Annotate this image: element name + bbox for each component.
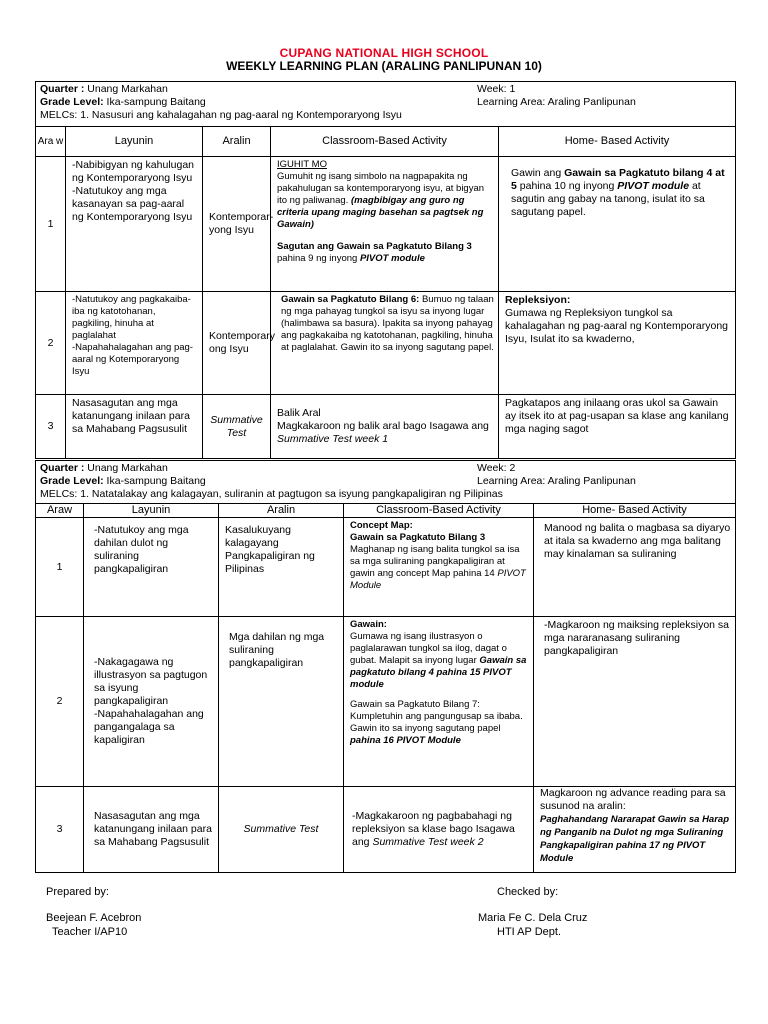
table-row (36, 787, 736, 873)
week1-grade-label: Grade Level: (40, 96, 104, 108)
day-number: 1 (36, 157, 66, 292)
classroom-text: Maghanap ng isang balita tungkol sa isa sa mga suliraning pangkapaligiran at gawin ang concept Map pahina 14 (350, 544, 520, 579)
aralin-cell: Summative Test (219, 787, 344, 873)
week1-header-home: Home- Based Activity (499, 127, 736, 157)
layunin-cell: Nasasagutan ang mga katanungang inilaan para sa Mahabang Pagsusulit (66, 395, 203, 459)
layunin-cell: -Nakagagawa ng illustrasyon sa pagtugon sa isyung pangkapaligiran -Napahahalagahan ang pangangalaga sa kapaligiran (84, 617, 219, 787)
week2-grade-label: Grade Level: (40, 475, 104, 487)
home-emphasis: Paghahandang Nararapat Gawin sa Harap ng Panganib na Dulot ng mga Suliraning Pangkapaligiran pahina 17 ng PIVOT Module (540, 814, 730, 864)
classroom-emphasis: PIVOT Module (350, 568, 526, 591)
school-name: CUPANG NATIONAL HIGH SCHOOL (279, 46, 489, 60)
week2-quarter: Unang Markahan (87, 462, 168, 474)
week2-info (36, 461, 736, 504)
week1-header-classroom: Classroom-Based Activity (271, 127, 499, 157)
week1-header-day: Ara w (36, 127, 66, 157)
week1-table (35, 81, 736, 459)
home-cell (499, 157, 736, 292)
week1-header-aralin: Aralin (203, 127, 271, 157)
layunin-cell: -Nabibigyan ng kahulugan ng Kontemporaryong Isyu -Natutukoy ang mga kasanayan sa pag-aaral ng Kontemporaryong Isyu (66, 157, 203, 292)
week2-header-aralin: Aralin (219, 504, 344, 518)
aralin-cell: Kontemporar-yong Isyu (203, 157, 271, 292)
home-cell (534, 518, 736, 617)
day-number: 3 (36, 395, 66, 459)
week1-quarter-label: Quarter : (40, 83, 85, 95)
home-emphasis: PIVOT module (617, 180, 690, 192)
week2-table (35, 460, 736, 873)
classroom-emphasis: pahina 16 PIVOT Module (350, 735, 461, 746)
classroom-cell (344, 787, 534, 873)
classroom-cell (344, 617, 534, 787)
table-row (36, 518, 736, 617)
week2-area: Learning Area: Araling Panlipunan (477, 475, 636, 487)
home-text: Magkaroon ng advance reading para sa susunod na aralin: (540, 787, 726, 812)
home-cell: -Magkaroon ng maiksing repleksiyon sa mga nararanasang suliraning pangkapaligiran (534, 617, 736, 787)
week2-header-day: Araw (36, 504, 84, 518)
table-row (36, 395, 736, 459)
week2-header-layunin: Layunin (84, 504, 219, 518)
week2-quarter-label: Quarter : (40, 462, 85, 474)
prepared-name: Beejean F. Acebron (46, 912, 142, 924)
week1-grade: Ika-sampung Baitang (106, 96, 206, 108)
checked-name: Maria Fe C. Dela Cruz (478, 912, 588, 924)
classroom-text: Bumuo ng talaan ng mga pahayag tungkol sa isyu sa inyong lugar (halimbawa sa basura). Ipakita sa inyong pahayag ang pagkakaiba ng katotohanan, pagkiling, hinuha at paglalahat. Gawin ito sa inyong sagutang papel. (281, 294, 494, 353)
classroom-emphasis: Gawain sa pagkatuto bilang 4 pahina 15 PIVOT module (350, 655, 527, 690)
home-bold: Repleksiyon: (505, 294, 571, 306)
classroom-emphasis: PIVOT module (359, 253, 425, 264)
week1-info (36, 82, 736, 127)
classroom-text: -Magkakaroon ng pagbabahagi ng repleksiyon sa klase bago Isagawa ang (352, 810, 515, 848)
layunin-cell: -Natutukoy ang pagkakaiba-iba ng katotohanan, pagkiling, hinuha at paglalahat -Napahahalagahan ang pag-aaral ng Kotemporaryong Isyu (66, 292, 203, 395)
table-row (36, 617, 736, 787)
classroom-text: Gawain sa Pagkatuto Bilang 7: Kumpletuhin ang pangungusap sa ibaba. Gawin ito sa inyong sagutang papel (350, 699, 523, 734)
week1-quarter: Unang Markahan (87, 83, 168, 95)
classroom-cell (271, 292, 499, 395)
week2-header-home: Home- Based Activity (534, 504, 736, 518)
home-cell (499, 292, 736, 395)
classroom-text: Gumawa ng isang ilustrasyon o paglalarawan tungkol sa ilog, dagat o gubat. Malapit sa inyong lugar (350, 631, 507, 666)
classroom-emphasis: Summative Test week 1 (277, 433, 389, 445)
home-text: pahina 10 ng inyong (519, 180, 615, 192)
day-number: 3 (36, 787, 84, 873)
week2-grade: Ika-sampung Baitang (106, 475, 206, 487)
home-text: Manood ng balita o magbasa sa diyaryo at itala sa kwaderno ang mga balitang may kinalaman sa suliraning (544, 522, 731, 560)
classroom-cell (344, 518, 534, 617)
prepared-title: Teacher I/AP10 (52, 926, 128, 938)
plan-title: WEEKLY LEARNING PLAN (ARALING PANLIPUNAN 10) (226, 59, 542, 73)
classroom-heading: IGUHIT MO (277, 159, 327, 170)
classroom-text: Gumuhit ng isang simbolo na nagpapakita ng pakahulugan sa kontemporaryong isyu, at bigyan ito ng paliwanag. (277, 171, 485, 206)
week1-header-layunin: Layunin (66, 127, 203, 157)
classroom-cell (271, 157, 499, 292)
aralin-cell: Mga dahilan ng mga suliraning pangkapaligiran (219, 617, 344, 787)
prepared-label: Prepared by: (46, 886, 109, 898)
classroom-bold: Gawain sa Pagkatuto Bilang 6: (281, 294, 420, 305)
aralin-cell: Kontemporary ong Isyu (203, 292, 271, 395)
classroom-text: pahina 9 ng inyong (277, 253, 358, 264)
week2-melcs: MELCs: 1. Natatalakay ang kalagayan, suliranin at pagtugon sa isyung pangkapaligiran ng Pilipinas (40, 488, 503, 500)
aralin-cell: Kasalukuyang kalagayang Pangkapaligiran ng Pilipinas (219, 518, 344, 617)
home-text: at sagutin ang gabay na tanong, isulat ito sa sagutang papel. (511, 180, 705, 218)
home-text: Gumawa ng Repleksiyon tungkol sa kahalagahan ng pag-aaral ng Kontemporaryong Isyu, Isulat ito sa kwaderno, (505, 307, 728, 345)
checked-title: HTI AP Dept. (497, 926, 561, 938)
classroom-bold: Sagutan ang Gawain sa Pagkatuto Bilang 3 (277, 241, 472, 252)
day-number: 2 (36, 617, 84, 787)
home-bold: Gawain sa Pagkatuto bilang 4 at 5 (511, 167, 725, 192)
classroom-emphasis: Summative Test week 2 (372, 836, 484, 848)
layunin-cell: Nasasagutan ang mga katanungang inilaan para sa Mahabang Pagsusulit (84, 787, 219, 873)
day-number: 2 (36, 292, 66, 395)
home-text: Gawin ang (511, 167, 562, 179)
aralin-cell: Summative Test (203, 395, 271, 459)
layunin-cell: -Natutukoy ang mga dahilan dulot ng suliraning pangkapaligiran (84, 518, 219, 617)
classroom-bold: Concept Map: (350, 520, 413, 531)
classroom-bold: Gawain: (350, 619, 387, 630)
week1-melcs: MELCs: 1. Nasusuri ang kahalagahan ng pag-aaral ng Kontemporaryong Isyu (40, 109, 402, 121)
home-cell (534, 787, 736, 873)
home-cell: Pagkatapos ang inilaang oras ukol sa Gawain ay itsek ito at pag-usapan sa klase ang kanilang mga naging sagot (499, 395, 736, 459)
table-row (36, 292, 736, 395)
day-number: 1 (36, 518, 84, 617)
week2-week: Week: 2 (477, 462, 516, 474)
classroom-text: Balik Aral Magkakaroon ng balik aral bago Isagawa ang (277, 407, 489, 432)
week1-area: Learning Area: Araling Panlipunan (477, 96, 636, 108)
week2-header-classroom: Classroom-Based Activity (344, 504, 534, 518)
classroom-cell (271, 395, 499, 459)
checked-label: Checked by: (497, 886, 559, 898)
classroom-bold: Gawain sa Pagkatuto Bilang 3 (350, 532, 486, 543)
week1-week: Week: 1 (477, 83, 516, 95)
classroom-emphasis: (magbibigay ang guro ng criteria upang maging basehan sa pagtsek ng Gawain) (277, 195, 484, 230)
table-row (36, 157, 736, 292)
